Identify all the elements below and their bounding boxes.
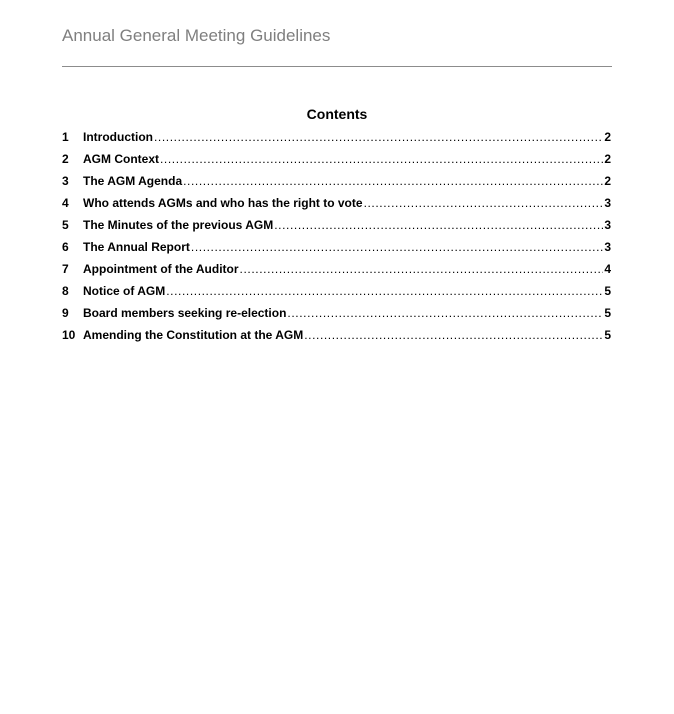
toc-dot-leader (240, 260, 604, 278)
toc-entry-page: 2 (604, 174, 611, 188)
toc-entry-minutes[interactable] (62, 216, 611, 238)
toc-entry-page: 3 (604, 240, 611, 254)
toc-entry-title: Amending the Constitution at the AGM (83, 328, 304, 342)
toc-entry-annual-report[interactable] (62, 238, 611, 260)
toc-dot-leader (166, 282, 603, 300)
toc-entry-title: The AGM Agenda (83, 174, 183, 188)
toc-entry-who-attends[interactable] (62, 194, 611, 216)
toc-dot-leader (160, 150, 603, 168)
toc-entry-title: Introduction (83, 130, 153, 144)
toc-dot-leader (274, 216, 603, 234)
toc-entry-agm-context[interactable] (62, 150, 611, 172)
toc-entry-re-election[interactable] (62, 304, 611, 326)
toc-entry-page: 2 (604, 130, 611, 144)
toc-entry-title: AGM Context (83, 152, 159, 166)
toc-entry-introduction[interactable] (62, 128, 611, 150)
toc-entry-number: 8 (62, 284, 69, 298)
toc-entry-page: 3 (604, 218, 611, 232)
header-divider (62, 66, 612, 67)
toc-entry-title: Who attends AGMs and who has the right to vote (83, 196, 363, 210)
toc-dot-leader (191, 238, 603, 256)
toc-entry-title: Board members seeking re-election (83, 306, 287, 320)
page-header-title: Annual General Meeting Guidelines (62, 26, 331, 45)
toc-entry-title: The Minutes of the previous AGM (83, 218, 274, 232)
toc-dot-leader (183, 172, 603, 190)
toc-entry-page: 3 (604, 196, 611, 210)
toc-entry-number: 2 (62, 152, 69, 166)
toc-dot-leader (364, 194, 604, 212)
toc-entry-page: 4 (604, 262, 611, 276)
toc-entry-page: 5 (604, 328, 611, 342)
toc-entry-number: 3 (62, 174, 69, 188)
toc-entry-title: Notice of AGM (83, 284, 166, 298)
table-of-contents (62, 128, 611, 348)
toc-entry-number: 5 (62, 218, 69, 232)
toc-entry-page: 5 (604, 306, 611, 320)
toc-entry-number: 4 (62, 196, 69, 210)
toc-entry-number: 6 (62, 240, 69, 254)
toc-entry-title: The Annual Report (83, 240, 190, 254)
toc-dot-leader (154, 128, 603, 146)
toc-entry-constitution[interactable] (62, 326, 611, 348)
toc-entry-number: 9 (62, 306, 69, 320)
toc-dot-leader (304, 326, 603, 344)
toc-entry-agm-agenda[interactable] (62, 172, 611, 194)
toc-entry-number: 10 (62, 328, 76, 342)
toc-dot-leader (287, 304, 603, 322)
toc-entry-notice[interactable] (62, 282, 611, 304)
toc-entry-auditor[interactable] (62, 260, 611, 282)
toc-heading: Contents (306, 106, 368, 122)
toc-entry-number: 1 (62, 130, 69, 144)
toc-entry-number: 7 (62, 262, 69, 276)
toc-entry-page: 5 (604, 284, 611, 298)
toc-entry-page: 2 (604, 152, 611, 166)
toc-entry-title: Appointment of the Auditor (83, 262, 239, 276)
